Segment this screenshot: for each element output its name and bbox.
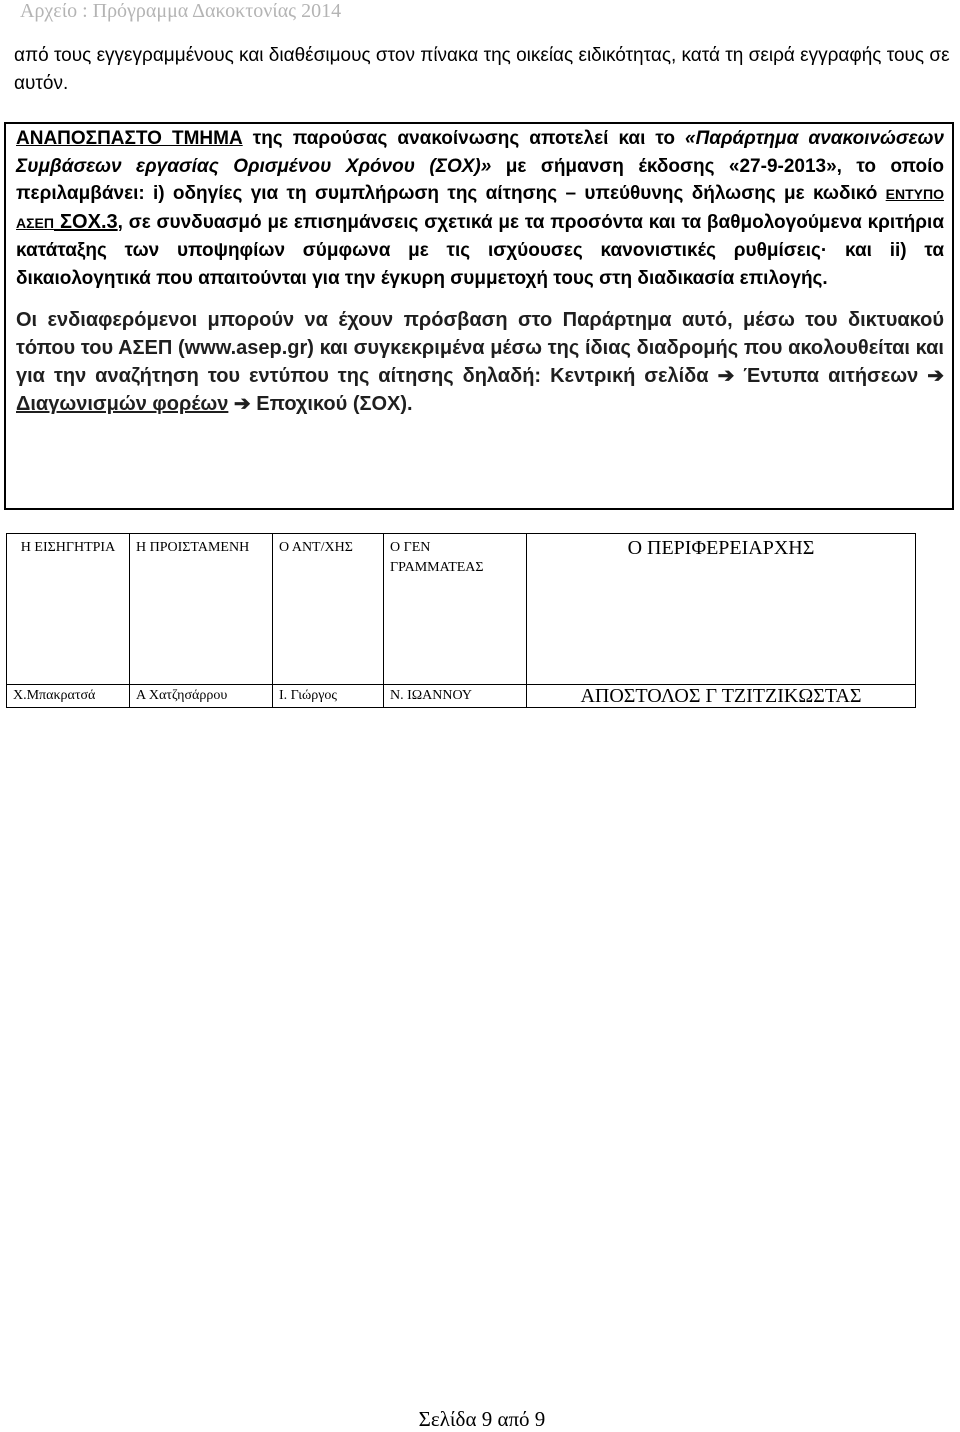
form-code-prefix: ΕΝΤΥΠΟ ΑΣΕΠ	[16, 186, 944, 231]
path-step-1: Κεντρική σελίδα	[550, 365, 709, 387]
header-watermark: Αρχείο : Πρόγραμμα Δακοκτονίας 2014	[20, 0, 342, 22]
annex-title: «Παράρτημα ανακοινώσεων Συμβάσεων εργασίας Ορισμένου Χρόνου (ΣΟΧ)»	[16, 128, 944, 177]
notice-box	[4, 122, 954, 510]
path-step-2: Έντυπα αιτήσεων	[743, 365, 919, 387]
role-general-secretary: Ο ΓΕΝ ΓΡΑΜΜΑΤΕΑΣ	[384, 534, 527, 685]
notice-text-c: , σε συνδυασμό με επισημάνσεις σχετικά με τα προσόντα και τα βαθμολογούμενα κριτήρια κατάταξης των υποψηφίων σύμφωνα με τις ισχύουσες κανονιστικές ρυθμίσεις· και ii) τα δικαιολογητικά που απαιτούνται για την έγκυρη συμμετοχή τους στη διαδικασία επιλογής.	[16, 211, 945, 289]
name-deputy: Ι. Γιώργος	[273, 685, 384, 708]
name-rapporteur: Χ.Μπακρατσά	[7, 685, 130, 708]
role-head: Η ΠΡΟΙΣΤΑΜΕΝΗ	[130, 534, 273, 685]
notice-paragraph-1	[16, 125, 944, 292]
arrow-right-icon: ➔	[233, 393, 251, 415]
signature-table	[6, 533, 916, 708]
detachable-section-title: ΑΝΑΠΟΣΠΑΣΤΟ ΤΜΗΜΑ	[16, 128, 243, 149]
signature-roles-row	[7, 534, 916, 685]
path-step-3: Διαγωνισμών φορέων	[16, 393, 229, 415]
access-text: Οι ενδιαφερόμενοι μπορούν να έχουν πρόσβαση στο Παράρτημα αυτό, μέσω του δικτυακού τόπου του ΑΣΕΠ (www.asep.gr) και συγκεκριμένα μέσω της ίδιας διαδρομής που ακολουθείται και για την αναζήτηση του εντύπου της αίτησης δηλαδή:	[16, 309, 944, 387]
name-regional-governor: ΑΠΟΣΤΟΛΟΣ Γ ΤΖΙΤΖΙΚΩΣΤΑΣ	[527, 685, 916, 708]
name-general-secretary: Ν. ΙΩΑΝΝΟΥ	[384, 685, 527, 708]
signature-names-row	[7, 685, 916, 708]
form-code: ΣΟΧ.3	[53, 210, 118, 233]
name-head: Α Χατζησάρρου	[130, 685, 273, 708]
notice-text-a: της παρούσας ανακοίνωσης αποτελεί και το	[242, 128, 685, 149]
page-number: Σελίδα 9 από 9	[418, 1407, 546, 1431]
arrow-right-icon: ➔	[717, 365, 735, 387]
role-deputy: Ο ΑΝΤ/ΧΗΣ	[273, 534, 384, 685]
role-regional-governor: Ο ΠΕΡΙΦΕΡΕΙΑΡΧΗΣ	[527, 534, 916, 685]
path-step-4: Εποχικού (ΣΟΧ).	[256, 393, 413, 415]
notice-text-b: με σήμανση έκδοσης «27-9-2013», το οποίο περιλαμβάνει: i) οδηγίες για τη συμπλήρωση της αίτησης – υπεύθυνης δήλωσης με κωδικό	[16, 155, 944, 204]
notice-paragraph-2	[16, 306, 944, 418]
intro-paragraph: από τους εγγεγραμμένους και διαθέσιμους στον πίνακα της οικείας ειδικότητας, κατά τη σειρά εγγραφής τους σε αυτόν.	[14, 45, 950, 94]
role-rapporteur: Η ΕΙΣΗΓΗΤΡΙΑ	[7, 534, 130, 685]
arrow-right-icon: ➔	[927, 365, 944, 387]
